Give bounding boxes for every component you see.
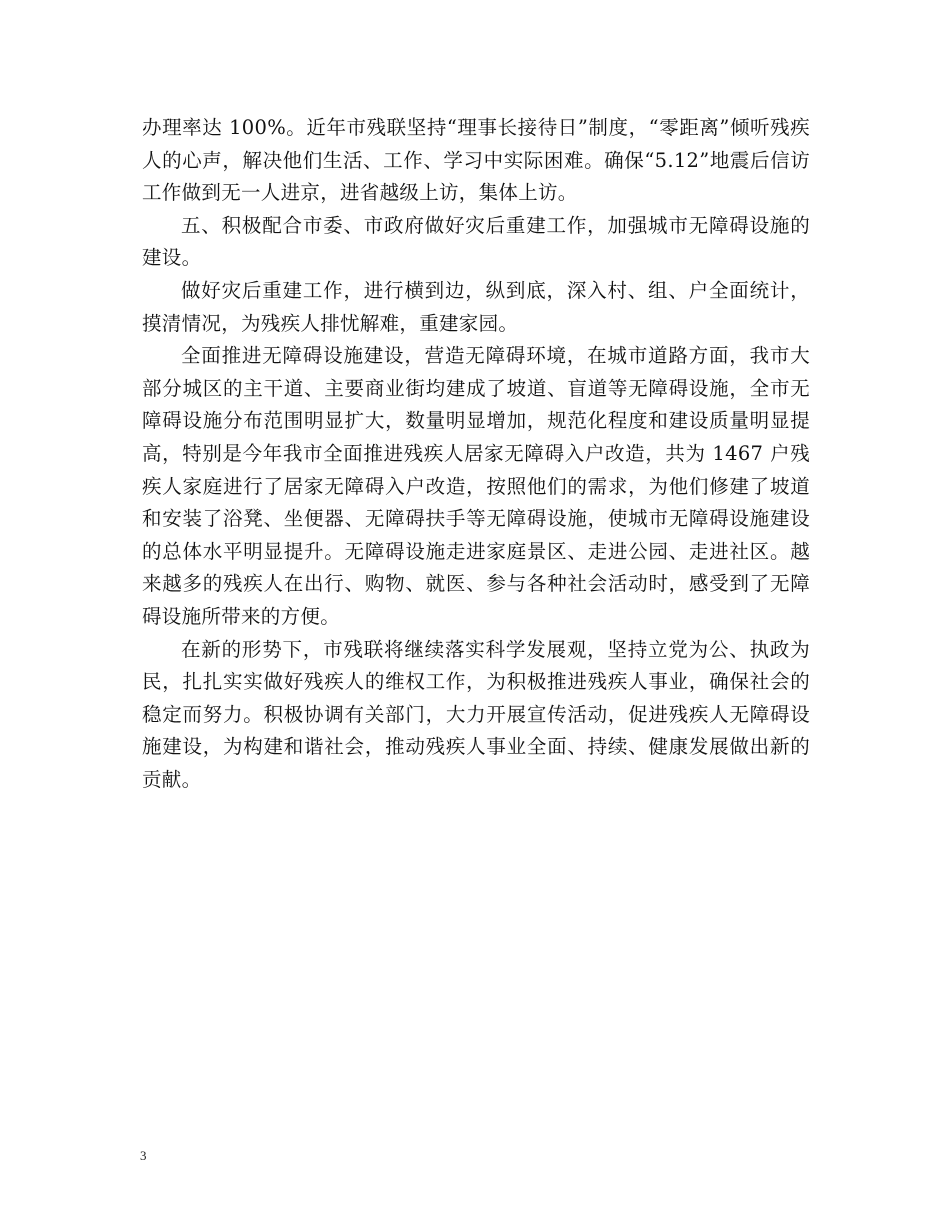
- section-heading-five: 五、积极配合市委、市政府做好灾后重建工作，加强城市无障碍设施的建设。: [142, 213, 810, 270]
- page-number: 3: [140, 1148, 147, 1163]
- document-body: [142, 112, 810, 796]
- paragraph-reconstruction: 做好灾后重建工作，进行横到边，纵到底，深入村、组、户全面统计，摸清情况，为残疾人排忧解难，重建家园。: [142, 278, 810, 335]
- paragraph-continuation: 办理率达 100%。近年市残联坚持“理事长接待日”制度，“零距离”倾听残疾人的心声，解决他们生活、工作、学习中实际困难。确保“5.12”地震后信访工作做到无一人进京，进省越级上访，集体上访。: [142, 116, 810, 205]
- paragraph-accessibility: 全面推进无障碍设施建设，营造无障碍环境，在城市道路方面，我市大部分城区的主干道、主要商业街均建成了坡道、盲道等无障碍设施，全市无障碍设施分布范围明显扩大，数量明显增加，规范化程度和建设质量明显提高，特别是今年我市全面推进残疾人居家无障碍入户改造，共为 1467 户残疾人家庭进行了居家无障碍入户改造，按照他们的需求，为他们修建了坡道和安装了浴凳、坐便器、无障碍扶手等无障碍设施，使城市无障碍设施建设的总体水平明显提升。无障碍设施走进家庭景区、走进公园、走进社区。越来越多的残疾人在出行、购物、就医、参与各种社会活动时，感受到了无障碍设施所带来的方便。: [142, 344, 810, 628]
- paragraph-conclusion: 在新的形势下，市残联将继续落实科学发展观，坚持立党为公、执政为民，扎扎实实做好残疾人的维权工作，为积极推进残疾人事业，确保社会的稳定而努力。积极协调有关部门，大力开展宣传活动，促进残疾人无障碍设施建设，为构建和谐社会，推动残疾人事业全面、持续、健康发展做出新的贡献。: [142, 637, 810, 791]
